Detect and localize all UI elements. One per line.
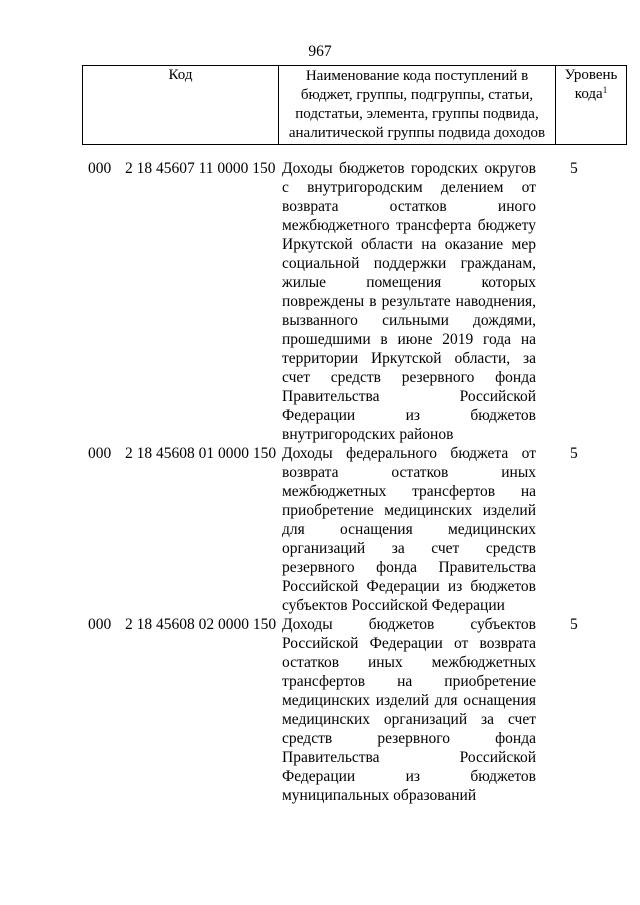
row-code: 2 18 45607 11 0000 150 <box>125 160 276 177</box>
row-description: Доходы бюджетов городских округов с внутригородским делением от возврата остатков иного межбюджетного трансферта бюджету Иркутской области на оказание мер социальной поддержки гражданам, жилые помещения которых повреждены в результате наводнения, вызванного сильными дождями, прошедшими в июне 2019 года на территории Иркутской области, за счет средств резервного фонда Правительства Российской Федерации из бюджетов внутригородских районов <box>282 160 536 443</box>
header-level-footnote: 1 <box>602 85 608 95</box>
row-level: 5 <box>570 160 578 177</box>
header-code-label: Код <box>168 67 193 83</box>
row-code: 2 18 45608 02 0000 150 <box>125 616 277 633</box>
table-body <box>0 159 640 805</box>
row-code: 2 18 45608 01 0000 150 <box>125 445 277 462</box>
row-level: 5 <box>570 445 578 462</box>
page-number: 967 <box>308 43 332 60</box>
header-level <box>556 66 627 145</box>
row-prefix: 000 <box>88 160 112 177</box>
table-row <box>0 159 640 444</box>
table-header <box>82 65 627 145</box>
row-description: Доходы бюджетов субъектов Российской Федерации от возврата остатков иных межбюджетных трансфертов на приобретение медицинских изделий для оснащения медицинских организаций за счет средств резервного фонда Правительства Российской Федерации из бюджетов муниципальных образований <box>282 616 536 804</box>
row-prefix: 000 <box>88 445 112 462</box>
row-prefix: 000 <box>88 616 112 633</box>
header-name-label: Наименование кода поступлений в бюджет, группы, подгруппы, статьи, подстатьи, элемента, группы подвида, аналитической группы подвида доходов <box>288 68 546 141</box>
header-name <box>279 66 556 145</box>
table-row <box>0 615 640 805</box>
header-level-label: Уровень кода <box>564 67 618 102</box>
header-code <box>83 66 279 145</box>
table-row <box>0 444 640 615</box>
row-description: Доходы федерального бюджета от возврата остатков иных межбюджетных трансфертов на приобретение медицинских изделий для оснащения медицинских организаций за счет средств резервного фонда Правительства Российской Федерации из бюджетов субъектов Российской Федерации <box>282 445 536 614</box>
row-level: 5 <box>570 616 578 633</box>
